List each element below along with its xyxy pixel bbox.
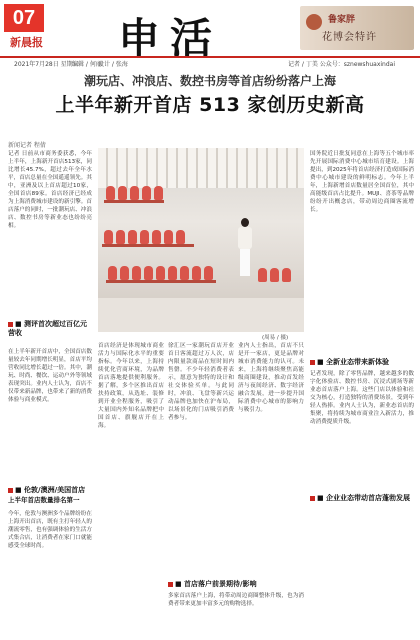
toy-figure xyxy=(116,230,125,244)
bullet-square-icon xyxy=(8,322,13,327)
bullet-square-icon xyxy=(310,496,315,501)
toy-figure xyxy=(108,266,117,280)
toy-figure xyxy=(144,266,153,280)
bullet-square-icon xyxy=(8,488,13,493)
toy-figure xyxy=(168,266,177,280)
bullet-square-icon xyxy=(310,360,315,365)
subsection-heading-text: ■ 全新业态带来新体验 xyxy=(317,358,390,366)
article-column: 首店经济是体现城市商业活力与国际化水平的重要指标。今年以来，上海持续优化营商环境，为品牌首店落地提供便利服务。据了解，多个区推出首店扶持政策，从选址、装修到开业全程服务，吸引了大量国内外知名品牌把中国首店、旗舰店开在上海。 xyxy=(98,343,164,429)
toy-figure xyxy=(128,230,137,244)
photo-shelf xyxy=(102,244,194,247)
article-column: 在上半年新开首店中，全国首店数量较去年同期增长明显，首店平均营收同比增长超过一倍。其中，潮玩、时尚、餐饮、运动户外等领域表现突出。业内人士认为，首店不仅带来新品牌，也带来了新的消费体验与商业模式。 xyxy=(8,349,92,403)
toy-figure xyxy=(142,186,151,200)
subsection-heading xyxy=(310,494,414,503)
box-title: 上半年首店数量排名第一 xyxy=(8,496,80,504)
photo-toy-row xyxy=(106,186,163,200)
issue-date: 2021年7月28日 星期三 xyxy=(14,61,79,68)
article-column: 国务院近日批复同意在上海等五个城市率先开展国际消费中心城市培育建设。上海提出，到2025年将首店经济打造成国际消费中心城市建设的鲜明标志。今年上半年，上海新增首店数量居全国首位，其中高能级首店占比提升。MUJI、喜茶等品牌纷纷开出概念店，带动周边商圈客流增长。 xyxy=(310,151,414,213)
photo-person xyxy=(236,218,254,276)
editor-credit: 编辑 / 何丽 xyxy=(72,61,102,68)
article-headline: 上半年新开首店 513 家创历史新高 xyxy=(55,94,365,116)
subsection-heading-text: ■ 伦敦/澳洲/美国首店 xyxy=(15,486,86,494)
toy-figure xyxy=(118,186,127,200)
subsection-heading xyxy=(168,580,304,589)
subsection-heading xyxy=(8,320,92,338)
person-legs xyxy=(240,249,250,276)
newspaper-brand: 新晨报 xyxy=(10,36,43,49)
ad-name: 花博会特许 xyxy=(322,32,377,43)
article-subhead: 潮玩店、冲浪店、数控书房等首店纷纷落户上海 xyxy=(83,74,336,88)
ad-brand: 鲁家胖 xyxy=(328,15,356,25)
toy-figure xyxy=(204,266,213,280)
toy-figure xyxy=(176,230,185,244)
section-title: 申活 xyxy=(118,14,223,63)
photo-toy-row xyxy=(104,230,185,244)
toy-figure xyxy=(164,230,173,244)
reporter-credit: 记者 / 丁美 公众号：sznewshuaxindai xyxy=(288,61,396,68)
photo-floor xyxy=(98,298,304,332)
subsection-heading-text: ■ 首店落户前景期待/影响 xyxy=(175,580,257,588)
toy-figure xyxy=(152,230,161,244)
designer-credit: 设计 / 张海 xyxy=(98,61,128,68)
article-column: 记者发现，除了零售品牌，越来越多的数字化体验店、数控书房、沉浸式剧场等新业态首店落户上海。这些门店以体验和社交为核心，打造独特的消费场景，受到年轻人热捧。业内人士认为，新业态首店的集聚，将持续为城市商业注入新活力，推动消费提质升级。 xyxy=(310,371,414,425)
photo-toy-row xyxy=(258,268,291,282)
page-number: 07 xyxy=(4,4,44,32)
toy-figure xyxy=(154,186,163,200)
toy-figure xyxy=(156,266,165,280)
toy-figure xyxy=(104,230,113,244)
toy-figure xyxy=(106,186,115,200)
toy-figure xyxy=(270,268,279,282)
byline: 新闻记者 程倩 xyxy=(8,142,46,149)
toy-figure xyxy=(140,230,149,244)
photo-shelf xyxy=(106,280,216,283)
photo-caption: (周易 / 摄) xyxy=(262,335,289,341)
photo-toy-row xyxy=(108,266,213,280)
toy-figure xyxy=(192,266,201,280)
article-column: 记者 日前从市商务委获悉，今年上半年，上海新开首店513家，同比增长45.7%，超过去年全年水平，首店总量在全国遥遥领先。其中，亚洲及以上首店超过10家，全国首店89家。首店经济已经成为上海消费城市建设的新引擎。首店落户的同时，一批潮玩店、冲浪店、数控书房等新业态也纷纷亮相。 xyxy=(8,151,92,229)
store-photo xyxy=(98,148,304,332)
subsection-heading xyxy=(8,486,92,495)
ad-banner[interactable] xyxy=(300,6,414,50)
toy-figure xyxy=(132,266,141,280)
article-column: 徐汇区一家潮玩首店开业首日客流超过万人次，店内限量款商品在短时间内售罄。不少年轻消费者表示，愿意为独特的设计和社交体验买单。与此同时，冲浪、飞盘等新兴运动品牌也加快在沪布局，以场景化的门店吸引消费者参与。 xyxy=(168,343,234,421)
toy-figure xyxy=(180,266,189,280)
person-head xyxy=(241,218,249,227)
info-bar xyxy=(0,56,420,68)
bullet-square-icon xyxy=(168,582,173,587)
subsection-heading-text: ■ 测评首次超过百亿元营收 xyxy=(8,320,88,337)
toy-figure xyxy=(282,268,291,282)
article-column: 业内人士指出，首店不只是开一家店，更是品牌对城市消费能力的认可。未来，上海将继续聚焦高能级商圈建设，推动首发经济与夜间经济、数字经济融合发展，进一步提升国际消费中心城市的影响力与吸引力。 xyxy=(238,343,304,413)
toy-figure xyxy=(130,186,139,200)
photo-shelf xyxy=(104,200,164,203)
masthead xyxy=(0,0,420,63)
subsection-heading xyxy=(310,358,414,367)
toy-figure xyxy=(258,268,267,282)
photo-ceiling xyxy=(98,148,304,188)
person-body xyxy=(238,227,252,249)
article-column: 多家首店落户上海，将带动周边商圈整体升级，也为消费者带来更加丰富多元的购物选择。 xyxy=(168,593,304,607)
toy-figure xyxy=(120,266,129,280)
article-column: 今年，伦敦与澳洲多个品牌纷纷在上海开出首店，既有主打年轻人的潮流零售，也有强调体验的生活方式集合店，让消费者在家门口就能感受全球时尚。 xyxy=(8,511,92,549)
ad-logo-icon xyxy=(306,14,322,30)
subsection-heading-text: ■ 企业业态带动首店蓬勃发展 xyxy=(317,494,411,502)
